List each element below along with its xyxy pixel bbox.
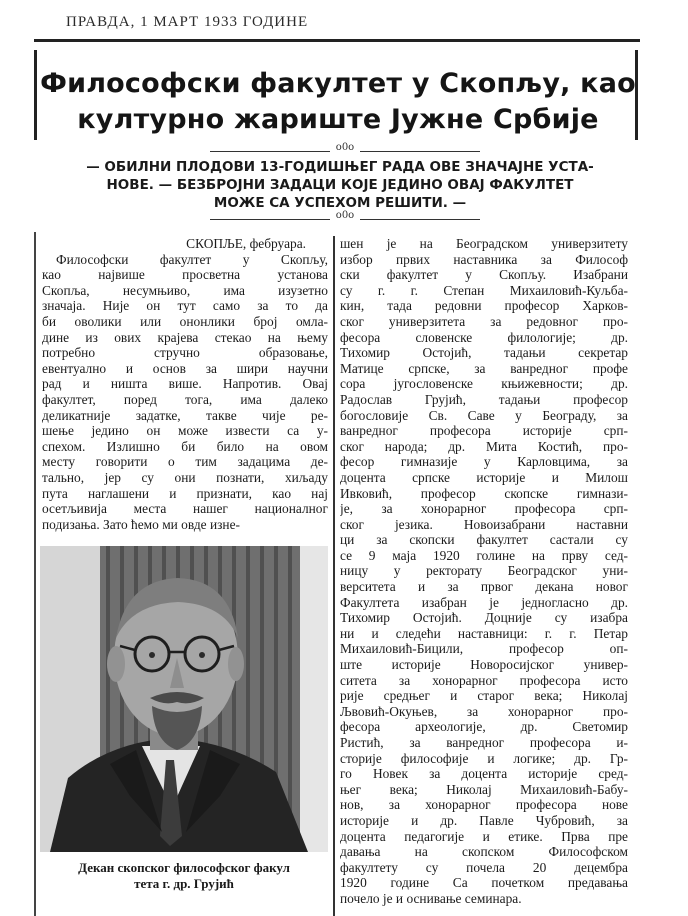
text-line: кин, тада редовни професор Харков- [340,298,628,314]
text-line: њег века; Николај Михаиловић-Бабу- [340,781,628,797]
text-line: го Новек за доцента историје сред- [340,766,628,782]
text-line: Тихомир Остојић. Доцније су изабра [340,610,628,626]
text-line: верситета и за првог декана новог [340,579,628,595]
text-line: шење једино он може извести са у- [42,423,328,439]
text-line: рије средњег и старог века; Николај [340,688,628,704]
left-column-border [34,232,36,916]
text-line: факултет, поред тога, има далеко [42,391,328,407]
text-line: Факултета изабран је једногласно др. [340,594,628,610]
text-line: Ристић, за ванредног професора и- [340,735,628,750]
text-line: сторије философије и логике; др. Гр- [340,750,628,766]
text-line: тально, јер су они познати, хиљаду [42,469,328,485]
text-line: пута наглашени и признати, као нај [42,485,328,501]
text-line: евентуално и основ за шири научни [42,360,328,376]
text-line: Радослав Грујић, тадањи професор [340,391,628,407]
subhead-line-1: — ОБИЛНИ ПЛОДОВИ 13-ГОДИШЊЕГ РАДА ОВЕ ЗНАЧАЈНЕ УСТА- [86,159,594,175]
text-line: сора југословенске књижевности; др. [340,376,628,392]
text-line: ванредног професора историје срп- [340,423,628,439]
text-line: ни и следећи наставници: г. г. Петар [340,625,628,641]
text-line: доцента педагогије и етике. Прва пре [340,828,628,844]
text-line: доцента српске историје и Милош [340,469,628,485]
text-line: ског народа; др. Мита Костић, про- [340,438,628,454]
text-line: ског језика. Новоизабрани наставни [340,516,628,532]
text-line: ситета за хонорарног професора исто [340,672,628,688]
left-column-text [42,236,328,532]
text-line: Философски факултет у Скопљу, [56,251,328,267]
text-line: фесора археологије, др. Светомир [340,719,628,735]
subhead-line-2: НОВЕ. — БЕЗБРОЈНИ ЗАДАЦИ КОЈЕ ЈЕДИНО ОВАЈ ФАКУЛТЕТ [106,177,574,193]
text-line: историје и др. Павле Чубровић, за [340,812,628,828]
ornament-divider-bottom: o0o [210,214,480,226]
text-line: ског универзитета за редовног про- [340,313,628,329]
text-line: је, за хонорарног професора срп- [340,501,628,517]
dean-portrait-photo [40,546,328,852]
headline-line-1: Философски факултет у Скопљу, као [40,68,636,99]
ornament-divider-top: o0o [210,146,480,158]
text-line: СКОПЉЕ, фебруара. [186,236,306,251]
text-line: ци за скопски факултет састали су [340,532,628,548]
text-line: као највише просветна установа [42,267,328,283]
text-line: месту говорити о тим задацима де- [42,454,328,470]
text-line: ницу у ректорату Београдског уни- [340,563,628,579]
photo-caption-line-2: тета г. др. Грујић [134,876,234,891]
text-line: факултету су почела 20 децембра [340,859,628,875]
photo-caption-line-1: Декан скопског философског факул [78,860,290,875]
text-line: значаја. Није он тут само за то да [42,298,328,314]
text-line: рад и ништа више. Напротив. Овај [42,376,328,392]
masthead: ПРАВДА, 1 МАРТ 1933 ГОДИНЕ [66,14,309,30]
text-line: деликатније задатке, такве чије ре- [42,407,328,423]
photo-caption [36,860,332,892]
text-line: богословије Св. Саве у Београду, за [340,407,628,423]
text-line: су г. г. Степан Михаиловић-Куљба- [340,282,628,298]
text-line: ште историје Новоросијског универ- [340,657,628,673]
text-line: давања на скопском Философском [340,844,628,860]
text-line: потребно стручно образовање, [42,345,328,361]
headline-line-2: културно жариште Јужне Србије [77,104,599,135]
text-line: избор првих наставника за Философ [340,251,628,267]
column-rule [333,236,335,916]
text-line: Скопља, несумњиво, има изузетно [42,282,328,298]
masthead-rule [34,39,640,42]
text-line: нов, за хонорарног професора нове [340,797,628,813]
text-line: ски факултет у Скопљу. Изабрани [340,267,628,283]
text-line: би оволики или ононлики број омла- [42,313,328,329]
right-column-text [340,236,628,907]
text-line: Тихомир Остојић, тадањи секретар [340,345,628,361]
text-line: Матице српске, за ванредног профе [340,360,628,376]
text-line: подизања. Зато ћемо ми овде изне- [42,516,240,532]
text-line: спехом. Излишно би било на овом [42,438,328,454]
text-line: фесора словенске филологије; др. [340,329,628,345]
text-line: осетљивија места нашег националног [42,501,328,517]
text-line: почело је и оснивање семинара. [340,890,522,906]
text-line: Љвовић-Окуњев, за хонорарног про- [340,703,628,719]
text-line: Михаиловић-Бицили, професор оп- [340,641,628,657]
subhead-line-3: МОЖЕ СА УСПЕХОМ РЕШИТИ. — [213,195,467,211]
text-line: шен је на Београдском универзитету [340,236,628,251]
text-line: 1920 године Са почетком предавања [340,875,628,891]
text-line: дине из ових крајева стекао на њему [42,329,328,345]
text-line: фесор гимназије у Карловцима, за [340,454,628,470]
text-line: се 9 маја 1920 голине на прву сед- [340,547,628,563]
text-line: Ивковић, професор скопске гимнази- [340,485,628,501]
